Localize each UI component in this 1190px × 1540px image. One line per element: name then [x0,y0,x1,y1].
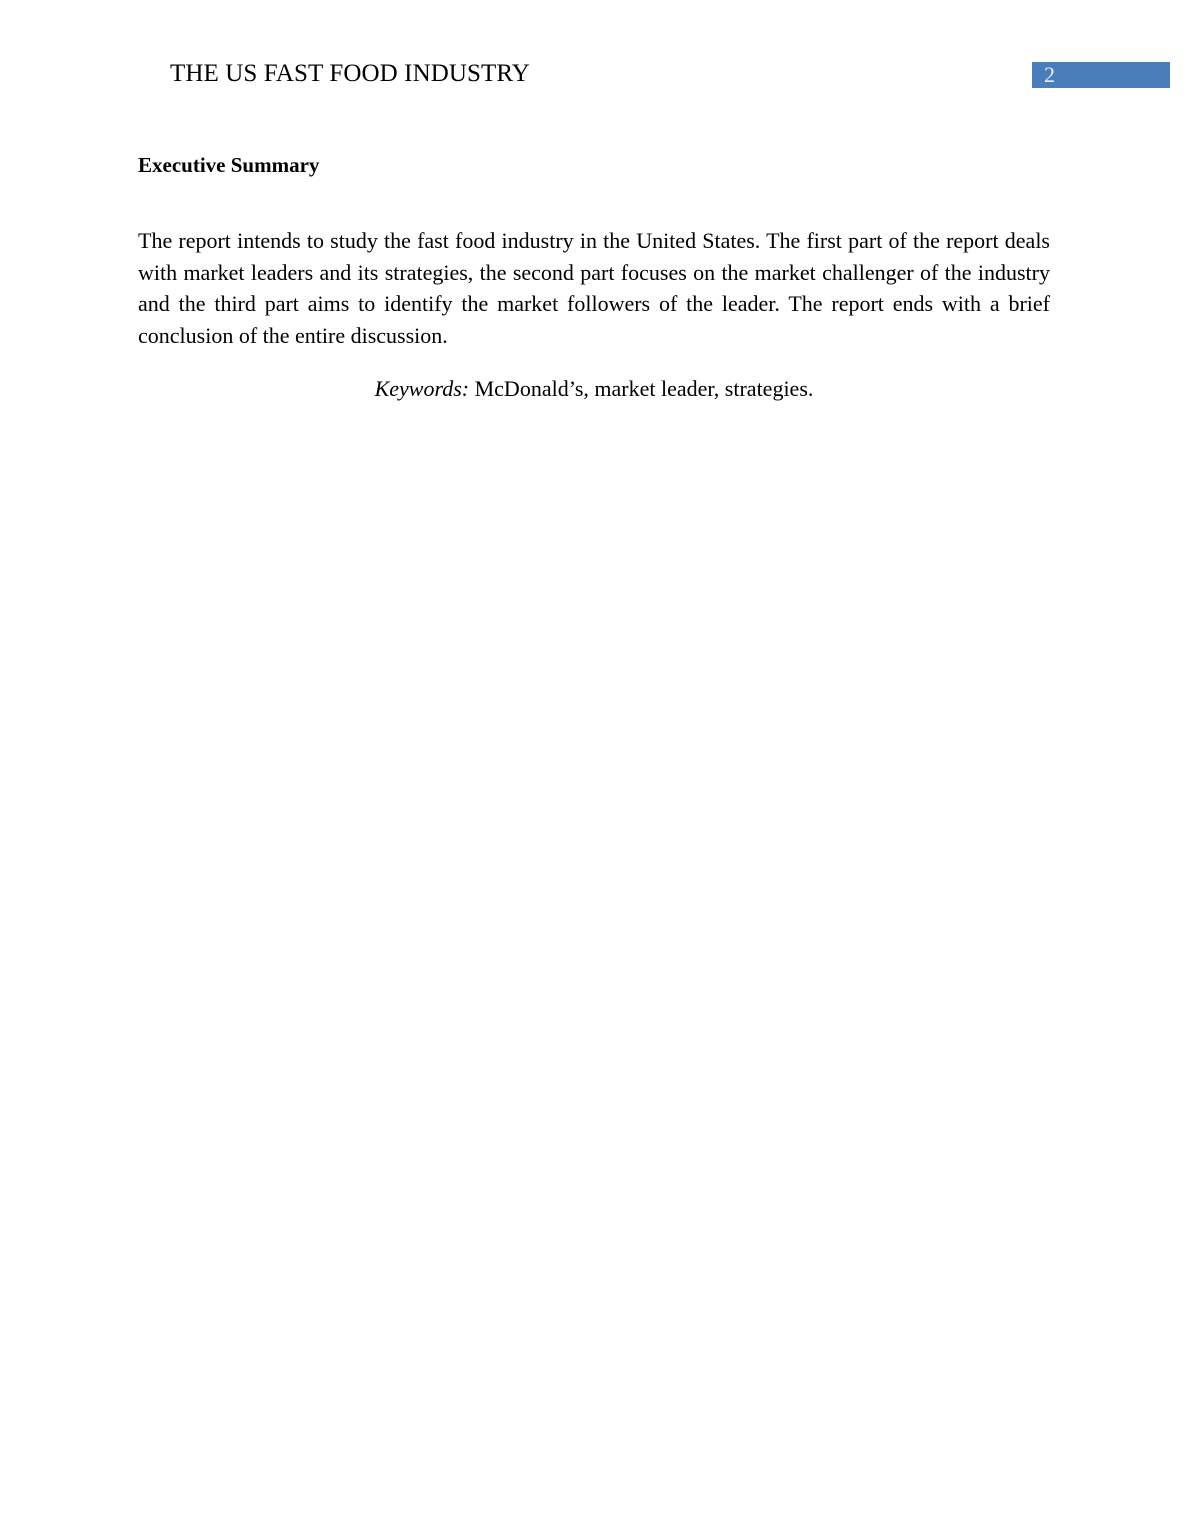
keywords-values: McDonald’s, market leader, strategies. [469,376,814,401]
section-heading-executive-summary: Executive Summary [138,153,320,177]
document-body [138,150,1050,405]
page-number: 2 [1044,62,1055,87]
header-title: THE US FAST FOOD INDUSTRY [170,60,530,87]
keywords-line [138,351,1050,405]
executive-summary-paragraph: The report intends to study the fast food industry in the United States. The first part of the report deals with market leaders and its strategies, the second part focuses on the market challenger of the industry and the third part aims to identify the market followers of the leader. The report ends with a brief conclusion of the entire discussion. [138,228,1050,348]
keywords-label: Keywords: [374,376,470,401]
running-header [138,58,1170,92]
page-number-badge [1032,62,1170,88]
